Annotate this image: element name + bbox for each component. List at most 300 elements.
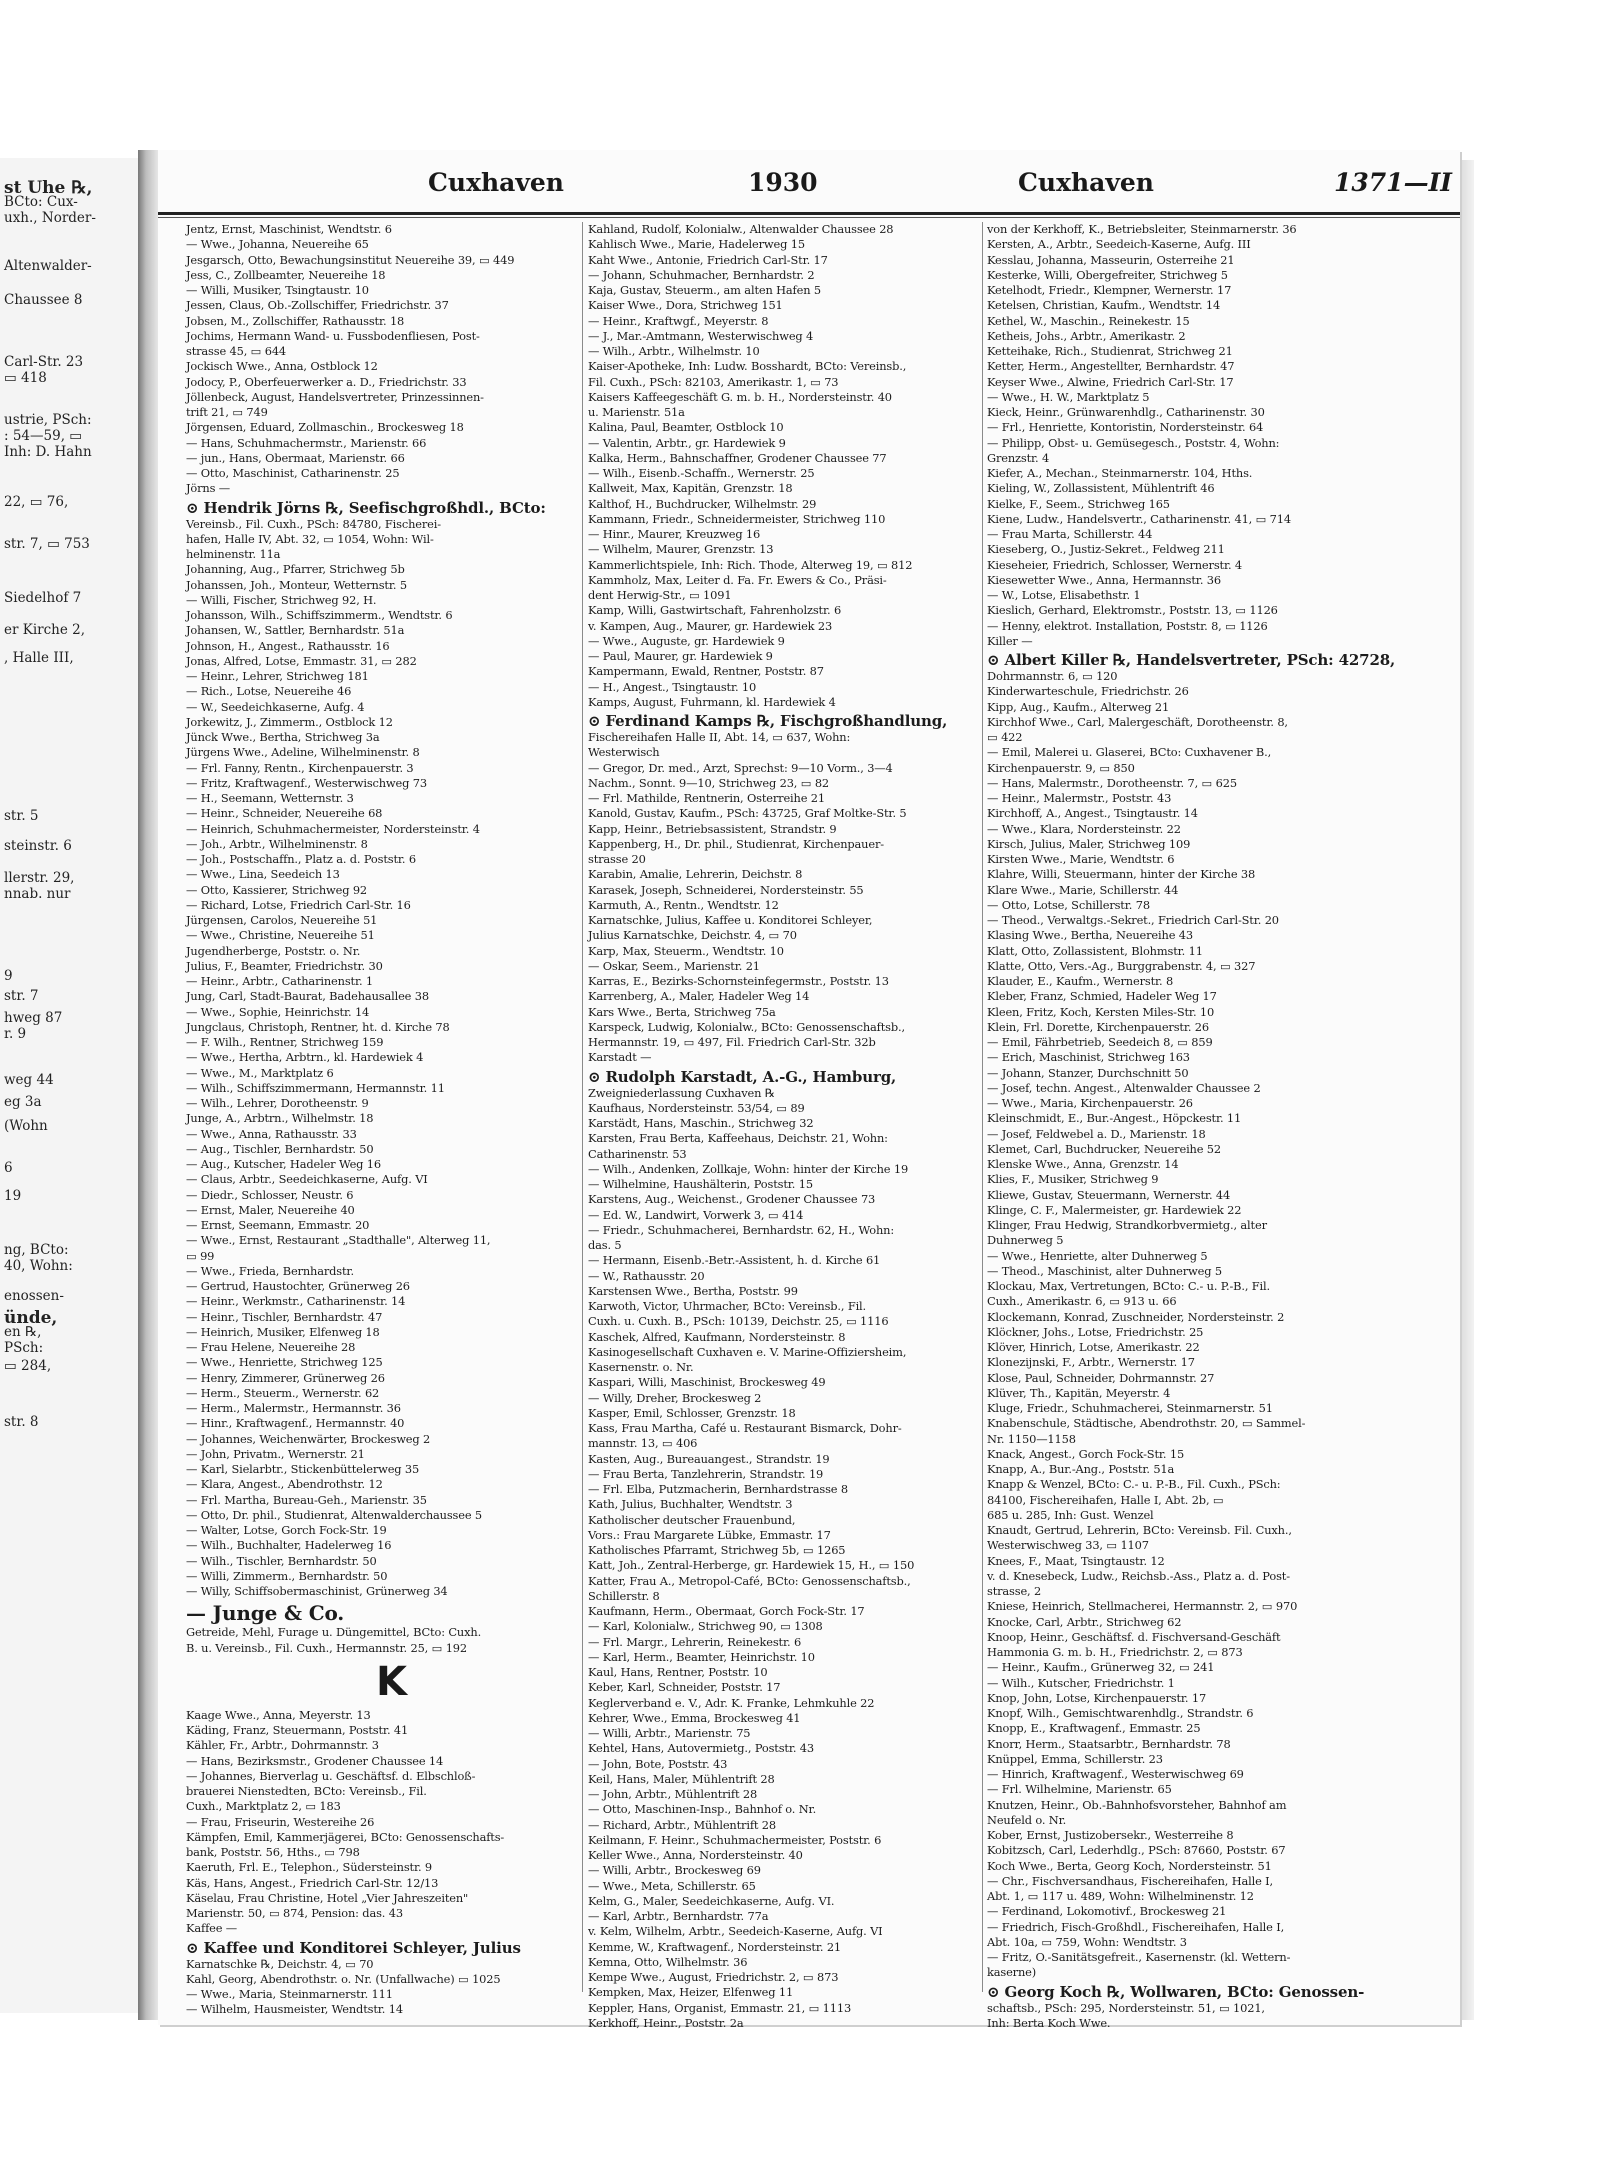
directory-entry: — Joh., Postschaffn., Platz a. d. Poststr. 6 <box>186 852 416 866</box>
directory-entry: Klüver, Th., Kapitän, Meyerstr. 4 <box>987 1385 1171 1400</box>
directory-entry: Kaschek, Alfred, Kaufmann, Nordersteinstr. 8 <box>588 1329 846 1344</box>
directory-entry: — Wwe., Auguste, gr. Hardewiek 9 <box>588 633 785 648</box>
directory-entry: Kaiser Wwe., Dora, Strichweg 151 <box>588 298 783 313</box>
directory-entry: Kaffee — <box>186 1921 238 1936</box>
directory-entry: Keglerverband e. V., Adr. K. Franke, Lehmkuhle 22 <box>588 1695 875 1710</box>
directory-entry: Kemna, Otto, Wilhelmstr. 36 <box>588 1954 748 1969</box>
directory-entry: Käding, Franz, Steuermann, Poststr. 41 <box>186 1723 409 1737</box>
directory-entry: — Wwe., Anna, Rathausstr. 33 <box>186 1126 357 1141</box>
directory-entry: Nr. 1150—1158 <box>987 1431 1076 1446</box>
directory-entry: — Wwe., Meta, Schillerstr. 65 <box>588 1878 756 1893</box>
directory-entry: — Friedrich, Fisch-Großhdl., Fischereihafen, Halle I, <box>987 1919 1285 1934</box>
directory-entry: Kalthof, H., Buchdrucker, Wilhelmstr. 29 <box>588 496 817 511</box>
directory-entry: — W., Lotse, Elisabethstr. 1 <box>987 588 1141 602</box>
directory-entry: Kirchhof Wwe., Carl, Malergeschäft, Dorotheenstr. 8, <box>987 714 1288 729</box>
directory-entry: Kaht Wwe., Antonie, Friedrich Carl-Str. 17 <box>588 252 828 267</box>
left-page-fragment <box>0 158 142 2013</box>
directory-entry: Kielke, F., Seem., Strichweg 165 <box>987 496 1170 511</box>
directory-entry: Karrenberg, A., Maler, Hadeler Weg 14 <box>588 989 810 1004</box>
directory-entry: strasse 20 <box>588 852 646 866</box>
left-page-text: 19 <box>4 1188 22 1204</box>
directory-entry: — Heinr., Malermstr., Poststr. 43 <box>987 791 1172 805</box>
directory-entry: ⊙ Albert Killer ℞, Handelsvertreter, PSch: 42728, <box>987 651 1396 669</box>
directory-entry: Kliewe, Gustav, Steuermann, Wernerstr. 44 <box>987 1187 1231 1202</box>
directory-entry: B. u. Vereinsb., Fil. Cuxh., Hermannstr. 25, ▭ 192 <box>186 1640 467 1655</box>
directory-entry: — Aug., Tischler, Bernhardstr. 50 <box>186 1141 374 1156</box>
header-city-left: Cuxhaven <box>428 168 564 197</box>
directory-entry: — Wwe., Lina, Seedeich 13 <box>186 867 340 882</box>
directory-entry: Dohrmannstr. 6, ▭ 120 <box>987 669 1118 683</box>
directory-entry: Abt. 1, ▭ 117 u. 489, Wohn: Wilhelminenstr. 12 <box>987 1889 1254 1903</box>
directory-entry: Jürgens Wwe., Adeline, Wilhelminenstr. 8 <box>186 745 420 760</box>
column-1 <box>186 222 604 2017</box>
directory-entry: — Wwe., M., Marktplatz 6 <box>186 1065 334 1080</box>
directory-entry: Kobitzsch, Carl, Lederhdlg., PSch: 87660, Poststr. 67 <box>987 1843 1286 1858</box>
directory-entry: Kaage Wwe., Anna, Meyerstr. 13 <box>186 1707 371 1722</box>
left-page-text: en ℞, <box>4 1324 42 1340</box>
directory-entry: Kass, Frau Martha, Café u. Restaurant Bismarck, Dohr- <box>588 1421 902 1435</box>
directory-entry: v. d. Knesebeck, Ludw., Reichsb.-Ass., Platz a. d. Post- <box>987 1568 1290 1583</box>
left-page-text: steinstr. 6 <box>4 838 72 854</box>
directory-entry: Cuxh. u. Cuxh. B., PSch: 10139, Deichstr. 25, ▭ 1116 <box>588 1314 889 1329</box>
directory-entry: — Herm., Steuerm., Wernerstr. 62 <box>186 1385 380 1400</box>
directory-entry: Kahland, Rudolf, Kolonialw., Altenwalder Chaussee 28 <box>588 222 894 236</box>
directory-entry: — Erich, Maschinist, Strichweg 163 <box>987 1050 1190 1065</box>
directory-entry: Fil. Cuxh., PSch: 82103, Amerikastr. 1, ▭ 73 <box>588 374 839 389</box>
directory-entry: — Wilh., Buchhalter, Hadelerweg 16 <box>186 1538 392 1553</box>
left-page-text: Chaussee 8 <box>4 292 83 308</box>
directory-entry: — Emil, Malerei u. Glaserei, BCto: Cuxhavener B., <box>987 745 1272 760</box>
directory-entry: Kamp, Willi, Gastwirtschaft, Fahrenholzstr. 6 <box>588 603 842 618</box>
directory-entry: Knaudt, Gertrud, Lehrerin, BCto: Vereinsb. Fil. Cuxh., <box>987 1523 1292 1537</box>
left-page-text: uxh., Norder- <box>4 210 96 226</box>
directory-entry: — Frau Marta, Schillerstr. 44 <box>987 527 1153 541</box>
left-page-text: PSch: <box>4 1340 44 1356</box>
directory-entry: Knapp, A., Bur.-Ang., Poststr. 51a <box>987 1462 1175 1476</box>
directory-entry: — Karl, Herm., Beamter, Heinrichstr. 10 <box>588 1649 815 1664</box>
directory-entry: Karwoth, Victor, Uhrmacher, BCto: Vereinsb., Fil. <box>588 1299 867 1313</box>
directory-entry: — Heinrich, Musiker, Elfenweg 18 <box>186 1324 380 1339</box>
directory-entry: Killer — <box>987 633 1033 648</box>
directory-entry: — Herm., Malermstr., Hermannstr. 36 <box>186 1401 401 1415</box>
left-page-text: Carl-Str. 23 <box>4 354 84 370</box>
directory-entry: ⊙ Hendrik Jörns ℞, Seefischgroßhdl., BCto: <box>186 498 546 517</box>
directory-entry: Kasten, Aug., Bureauangest., Strandstr. 19 <box>588 1451 830 1466</box>
directory-entry: Kahlisch Wwe., Marie, Hadelerweg 15 <box>588 237 805 252</box>
directory-entry: Nachm., Sonnt. 9—10, Strichweg 23, ▭ 82 <box>588 775 830 790</box>
directory-entry: — Hans, Bezirksmstr., Grodener Chaussee 14 <box>186 1753 444 1768</box>
directory-entry: — Richard, Arbtr., Mühlentrift 28 <box>588 1817 776 1832</box>
directory-entry: — H., Angest., Tsingtaustr. 10 <box>588 679 757 694</box>
left-page-text: 40, Wohn: <box>4 1258 73 1274</box>
left-page-text: (Wohn <box>4 1118 48 1134</box>
directory-entry: Karsten, Frau Berta, Kaffeehaus, Deichstr. 21, Wohn: <box>588 1131 888 1146</box>
directory-entry: Knutzen, Heinr., Ob.-Bahnhofsvorsteher, Bahnhof am <box>987 1797 1287 1812</box>
directory-entry: — Frl., Henriette, Kontoristin, Nordersteinstr. 64 <box>987 420 1264 435</box>
directory-entry: — Chr., Fischversandhaus, Fischereihafen, Halle I, <box>987 1873 1273 1888</box>
directory-entry: — Wwe., Ernst, Restaurant „Stadthalle", Alterweg 11, <box>186 1233 491 1248</box>
directory-entry: — Wwe., Christine, Neuereihe 51 <box>186 928 375 943</box>
directory-entry: Marienstr. 50, ▭ 874, Pension: das. 43 <box>186 1906 403 1920</box>
directory-entry: Klinger, Frau Hedwig, Strandkorbvermietg., alter <box>987 1218 1267 1232</box>
directory-entry: — Gregor, Dr. med., Arzt, Sprechst: 9—10 Vorm., 3—4 <box>588 760 893 775</box>
directory-entry: Klockau, Max, Vertretungen, BCto: C.- u. P.-B., Fil. <box>987 1279 1271 1293</box>
directory-entry: — Willy, Schiffsobermaschinist, Grünerweg 34 <box>186 1584 448 1598</box>
directory-entry: Knop, John, Lotse, Kirchenpauerstr. 17 <box>987 1690 1207 1705</box>
directory-entry: 84100, Fischereihafen, Halle I, Abt. 2b, ▭ <box>987 1492 1224 1507</box>
directory-entry: von der Kerkhoff, K., Betriebsleiter, Steinmarnerstr. 36 <box>987 222 1297 236</box>
directory-entry: trift 21, ▭ 749 <box>186 405 268 419</box>
directory-entry: Kaufhaus, Nordersteinstr. 53/54, ▭ 89 <box>588 1100 805 1115</box>
directory-entry: — Willi, Fischer, Strichweg 92, H. <box>186 592 377 607</box>
directory-entry: Fischereihafen Halle II, Abt. 14, ▭ 637, Wohn: <box>588 730 851 744</box>
directory-entry: Duhnerweg 5 <box>987 1233 1064 1248</box>
directory-entry: Kerkhoff, Heinr., Poststr. 2a <box>588 2015 744 2030</box>
directory-entry: Johnson, H., Angest., Rathausstr. 16 <box>186 638 390 653</box>
left-page-text: str. 7, ▭ 753 <box>4 536 90 552</box>
directory-entry: — Wwe., Johanna, Neuereihe 65 <box>186 237 369 252</box>
directory-entry: Kasper, Emil, Schlosser, Grenzstr. 18 <box>588 1405 796 1420</box>
directory-entry: Schillerstr. 8 <box>588 1588 660 1603</box>
directory-entry: — Wilh., Tischler, Bernhardstr. 50 <box>186 1553 377 1568</box>
directory-entry: — Heinrich, Schuhmachermeister, Nordersteinstr. 4 <box>186 821 480 836</box>
directory-entry: Kesslau, Johanna, Masseurin, Osterreihe 21 <box>987 252 1235 267</box>
directory-entry: Kemme, W., Kraftwagenf., Nordersteinstr. 21 <box>588 1939 842 1954</box>
directory-entry: Kehrer, Wwe., Emma, Brockesweg 41 <box>588 1710 801 1725</box>
directory-entry: Kirsten Wwe., Marie, Wendtstr. 6 <box>987 852 1175 866</box>
directory-page <box>158 150 1460 2030</box>
directory-entry: — F. Wilh., Rentner, Strichweg 159 <box>186 1035 384 1049</box>
directory-entry: — Willi, Arbtr., Marienstr. 75 <box>588 1726 751 1740</box>
left-page-text: str. 8 <box>4 1414 39 1430</box>
directory-entry: — Ferdinand, Lokomotivf., Brockesweg 21 <box>987 1904 1227 1919</box>
left-page-text: nnab. nur <box>4 886 71 902</box>
directory-entry: Johanning, Aug., Pfarrer, Strichweg 5b <box>186 562 405 577</box>
left-page-text: ünde, <box>4 1308 58 1328</box>
header-rule-thin <box>158 217 1460 218</box>
directory-entry: Jess, C., Zollbeamter, Neuereihe 18 <box>186 267 386 282</box>
directory-entry: Knopp, E., Kraftwagenf., Emmastr. 25 <box>987 1721 1201 1736</box>
directory-entry: — Hermann, Eisenb.-Betr.-Assistent, h. d. Kirche 61 <box>588 1253 881 1268</box>
directory-entry: Knocke, Carl, Arbtr., Strichweg 62 <box>987 1614 1182 1629</box>
directory-entry: Kämpfen, Emil, Kammerjägerei, BCto: Genossenschafts- <box>186 1829 505 1844</box>
directory-entry: Kehtel, Hans, Autovermietg., Poststr. 43 <box>588 1741 814 1756</box>
directory-entry: Keilmann, F. Heinr., Schuhmachermeister, Poststr. 6 <box>588 1832 882 1847</box>
directory-entry: Jodocy, P., Oberfeuerwerker a. D., Friedrichstr. 33 <box>186 374 467 389</box>
directory-entry: Kaufmann, Herm., Obermaat, Gorch Fock-Str. 17 <box>588 1604 865 1618</box>
directory-entry: Knüppel, Emma, Schillerstr. 23 <box>987 1751 1163 1766</box>
directory-entry: Knorr, Herm., Staatsarbtr., Bernhardstr. 78 <box>987 1736 1231 1751</box>
directory-entry: Julius, F., Beamter, Friedrichstr. 30 <box>186 958 383 973</box>
directory-entry: — Wilh., Andenken, Zollkaje, Wohn: hinter der Kirche 19 <box>588 1161 909 1176</box>
directory-entry: Klatt, Otto, Zollassistent, Blohmstr. 11 <box>987 943 1203 958</box>
directory-entry: Katholischer deutscher Frauenbund, <box>588 1512 796 1527</box>
directory-entry: Knoop, Heinr., Geschäftsf. d. Fischversand-Geschäft <box>987 1629 1281 1644</box>
directory-entry: — Wilh., Schiffszimmermann, Hermannstr. 11 <box>186 1080 445 1095</box>
directory-entry: — Wwe., Sophie, Heinrichstr. 14 <box>186 1004 370 1019</box>
directory-entry: ▭ 422 <box>987 730 1023 744</box>
directory-entry: Jöllenbeck, August, Handelsvertreter, Prinzessinnen- <box>186 389 484 404</box>
directory-entry: Kähler, Fr., Arbtr., Dohrmannstr. 3 <box>186 1738 379 1753</box>
directory-entry: Cuxh., Amerikastr. 6, ▭ 913 u. 66 <box>987 1294 1177 1309</box>
directory-entry: Hammonia G. m. b. H., Friedrichstr. 2, ▭ 873 <box>987 1645 1243 1659</box>
directory-entry: Ketelsen, Christian, Kaufm., Wendtstr. 14 <box>987 298 1221 313</box>
directory-entry: Katter, Frau A., Metropol-Café, BCto: Genossenschaftsb., <box>588 1573 911 1588</box>
directory-entry: Kleen, Fritz, Koch, Kersten Miles-Str. 10 <box>987 1004 1215 1019</box>
directory-entry: Jockisch Wwe., Anna, Ostblock 12 <box>186 359 378 374</box>
directory-entry: Kasernenstr. o. Nr. <box>588 1360 694 1374</box>
directory-entry: — Heinr., Kaufm., Grünerweg 32, ▭ 241 <box>987 1660 1215 1675</box>
left-page-text: : 54—59, ▭ <box>4 428 83 444</box>
directory-entry: — Henny, elektrot. Installation, Poststr. 8, ▭ 1126 <box>987 618 1268 633</box>
directory-entry: — Karl, Arbtr., Bernhardstr. 77a <box>588 1909 769 1923</box>
directory-entry: — Theod., Verwaltgs.-Sekret., Friedrich Carl-Str. 20 <box>987 913 1279 927</box>
book-gutter <box>138 150 158 2020</box>
directory-entry: — Friedr., Schuhmacherei, Bernhardstr. 62, H., Wohn: <box>588 1222 895 1237</box>
directory-entry: — Walter, Lotse, Gorch Fock-Str. 19 <box>186 1523 387 1537</box>
directory-entry: Koch Wwe., Berta, Georg Koch, Nordersteinstr. 51 <box>987 1858 1272 1873</box>
directory-entry: Klauder, E., Kaufm., Wernerstr. 8 <box>987 974 1174 988</box>
directory-entry: helminenstr. 11a <box>186 547 281 561</box>
directory-entry: Kelm, G., Maler, Seedeichkaserne, Aufg. VI. <box>588 1893 835 1908</box>
directory-entry: Kipp, Aug., Kaufm., Alterweg 21 <box>987 699 1170 714</box>
directory-entry: Keller Wwe., Anna, Nordersteinstr. 40 <box>588 1848 803 1862</box>
directory-entry: Keppler, Hans, Organist, Emmastr. 21, ▭ 1113 <box>588 2000 852 2015</box>
left-page-text: llerstr. 29, <box>4 870 75 886</box>
directory-entry: dent Herwig-Str., ▭ 1091 <box>588 588 732 602</box>
column-separator <box>982 222 983 1992</box>
directory-entry: u. Marienstr. 51a <box>588 405 685 419</box>
directory-entry: — Otto, Lotse, Schillerstr. 78 <box>987 897 1150 912</box>
directory-entry: — Wwe., Henriette, alter Duhnerweg 5 <box>987 1248 1208 1263</box>
directory-entry: Ketteihake, Rich., Studienrat, Strichweg 21 <box>987 344 1233 358</box>
directory-entry: Karabin, Amalie, Lehrerin, Deichstr. 8 <box>588 867 803 882</box>
directory-entry: Jobsen, M., Zollschiffer, Rathausstr. 18 <box>186 313 405 328</box>
directory-entry: — Frl. Margr., Lehrerin, Reinekestr. 6 <box>588 1634 802 1649</box>
directory-entry: Keil, Hans, Maler, Mühlentrift 28 <box>588 1771 775 1786</box>
directory-entry: Kaeruth, Frl. E., Telephon., Südersteinstr. 9 <box>186 1860 433 1875</box>
directory-entry: Jochims, Hermann Wand- u. Fussbodenfliesen, Post- <box>186 328 480 343</box>
directory-entry: — Willi, Musiker, Tsingtaustr. 10 <box>186 283 369 297</box>
directory-entry: Kammann, Friedr., Schneidermeister, Strichweg 110 <box>588 511 886 526</box>
directory-entry: — Ernst, Maler, Neuereihe 40 <box>186 1202 355 1217</box>
directory-entry: Vereinsb., Fil. Cuxh., PSch: 84780, Fischerei- <box>186 516 441 531</box>
directory-entry: — Wilhelm, Maurer, Grenzstr. 13 <box>588 542 774 557</box>
left-page-text: hweg 87 <box>4 1010 63 1026</box>
directory-entry: Karras, E., Bezirks-Schornsteinfegermstr., Poststr. 13 <box>588 974 889 988</box>
directory-entry: Knapp & Wenzel, BCto: C.- u. P.-B., Fil. Cuxh., PSch: <box>987 1477 1281 1492</box>
directory-entry: — Heinr., Schneider, Neuereihe 68 <box>186 806 383 821</box>
directory-entry: — Frau Helene, Neuereihe 28 <box>186 1340 356 1354</box>
directory-entry: — Gertrud, Haustochter, Grünerweg 26 <box>186 1279 410 1293</box>
directory-entry: Kampermann, Ewald, Rentner, Poststr. 87 <box>588 664 824 679</box>
directory-entry: — Ed. W., Landwirt, Vorwerk 3, ▭ 414 <box>588 1207 804 1222</box>
directory-entry: — Rich., Lotse, Neuereihe 46 <box>186 684 352 699</box>
column-separator <box>582 222 583 1992</box>
directory-entry: Neufeld o. Nr. <box>987 1812 1067 1827</box>
directory-entry: ⊙ Kaffee und Konditorei Schleyer, Julius <box>186 1938 521 1957</box>
directory-entry: Kieseberg, O., Justiz-Sekret., Feldweg 211 <box>987 542 1225 557</box>
column-2 <box>588 222 1006 2030</box>
directory-entry: Kaspari, Willi, Maschinist, Brockesweg 49 <box>588 1375 826 1390</box>
directory-entry: — Johannes, Bierverlag u. Geschäftsf. d. Elbschloß- <box>186 1768 476 1783</box>
directory-entry: Katholisches Pfarramt, Strichweg 5b, ▭ 1265 <box>588 1543 846 1557</box>
directory-entry: ⊙ Georg Koch ℞, Wollwaren, BCto: Genossen- <box>987 1982 1365 2001</box>
left-page-text: er Kirche 2, <box>4 622 86 638</box>
directory-entry: — Frau Berta, Tanzlehrerin, Strandstr. 19 <box>588 1466 824 1481</box>
left-page-text: Altenwalder- <box>4 258 92 274</box>
directory-entry: Abt. 10a, ▭ 759, Wohn: Wendtstr. 3 <box>987 1934 1187 1949</box>
directory-entry: — Richard, Lotse, Friedrich Carl-Str. 16 <box>186 897 411 912</box>
directory-entry: — Claus, Arbtr., Seedeichkaserne, Aufg. VI <box>186 1172 428 1187</box>
directory-entry: — Fritz, Kraftwagenf., Westerwischweg 73 <box>186 775 427 790</box>
directory-entry: Kamps, August, Fuhrmann, kl. Hardewiek 4 <box>588 694 836 709</box>
directory-entry: — Emil, Fährbetrieb, Seedeich 8, ▭ 859 <box>987 1035 1213 1049</box>
directory-entry: Klatte, Otto, Vers.-Ag., Burggrabenstr. 4, ▭ 327 <box>987 958 1256 973</box>
left-page-text: Siedelhof 7 <box>4 590 82 606</box>
directory-entry: — Wwe., Maria, Steinmarnerstr. 111 <box>186 1987 393 2001</box>
directory-entry: Klöckner, Johs., Lotse, Friedrichstr. 25 <box>987 1324 1204 1339</box>
directory-entry: Hermannstr. 19, ▭ 497, Fil. Friedrich Carl-Str. 32b <box>588 1035 876 1049</box>
directory-entry: Klasing Wwe., Bertha, Neuereihe 43 <box>987 928 1193 943</box>
directory-entry: — Hans, Malermstr., Dorotheenstr. 7, ▭ 625 <box>987 775 1237 790</box>
directory-entry: Kalina, Paul, Beamter, Ostblock 10 <box>588 420 784 435</box>
directory-entry: — Otto, Maschinen-Insp., Bahnhof o. Nr. <box>588 1802 817 1817</box>
directory-entry: Knabenschule, Städtische, Abendrothstr. 20, ▭ Sammel- <box>987 1416 1306 1431</box>
directory-entry: Kirchenpauerstr. 9, ▭ 850 <box>987 760 1135 775</box>
directory-entry: — Wwe., Hertha, Arbtrn., kl. Hardewiek 4 <box>186 1050 424 1065</box>
directory-entry: Kaja, Gustav, Steuerm., am alten Hafen 5 <box>588 283 821 297</box>
directory-entry: Klonezijnski, F., Arbtr., Wernerstr. 17 <box>987 1355 1195 1370</box>
directory-entry: Kempken, Max, Heizer, Elfenweg 11 <box>588 1985 794 2000</box>
directory-entry: Kober, Ernst, Justizobersekr., Westerreihe 8 <box>987 1828 1234 1842</box>
directory-entry: mannstr. 13, ▭ 406 <box>588 1436 698 1451</box>
directory-entry: Kinderwarteschule, Friedrichstr. 26 <box>987 684 1189 699</box>
directory-entry: — Aug., Kutscher, Hadeler Weg 16 <box>186 1157 381 1171</box>
directory-entry: Johansen, W., Sattler, Bernhardstr. 51a <box>186 623 405 638</box>
directory-entry: Vors.: Frau Margarete Lübke, Emmastr. 17 <box>588 1527 831 1542</box>
header-page-number: 1371—II <box>1334 168 1452 197</box>
directory-entry: Kalka, Herm., Bahnschaffner, Grodener Chaussee 77 <box>588 450 887 465</box>
directory-entry: Jentz, Ernst, Maschinist, Wendtstr. 6 <box>186 222 392 236</box>
directory-entry: Klöver, Hinrich, Lotse, Amerikastr. 22 <box>987 1340 1200 1354</box>
directory-entry: Klein, Frl. Dorette, Kirchenpauerstr. 26 <box>987 1019 1210 1034</box>
directory-entry: — Johann, Schuhmacher, Bernhardstr. 2 <box>588 267 815 282</box>
left-page-text: ▭ 418 <box>4 370 47 386</box>
directory-entry: — Wilh., Eisenb.-Schaffn., Wernerstr. 25 <box>588 466 815 480</box>
directory-entry: Kars Wwe., Berta, Strichweg 75a <box>588 1004 776 1019</box>
left-page-text: 9 <box>4 968 13 984</box>
directory-entry: Getreide, Mehl, Furage u. Düngemittel, BCto: Cuxh. <box>186 1625 482 1640</box>
directory-entry: Kieseheier, Friedrich, Schlosser, Wernerstr. 4 <box>987 557 1243 572</box>
directory-entry: — H., Seemann, Wetternstr. 3 <box>186 791 354 805</box>
directory-entry: — Frl. Elba, Putzmacherin, Bernhardstrasse 8 <box>588 1482 848 1496</box>
directory-entry: Klockemann, Konrad, Zuschneider, Nordersteinstr. 2 <box>987 1309 1285 1324</box>
directory-entry: — John, Bote, Poststr. 43 <box>588 1756 728 1771</box>
left-page-text: ▭ 284, <box>4 1358 52 1374</box>
left-page-text: r. 9 <box>4 1026 27 1042</box>
directory-entry: Kaiser-Apotheke, Inh: Ludw. Bosshardt, BCto: Vereinsb., <box>588 359 907 374</box>
directory-entry: Karstens, Aug., Weichenst., Grodener Chaussee 73 <box>588 1192 876 1207</box>
directory-entry: v. Kampen, Aug., Maurer, gr. Hardewiek 23 <box>588 618 833 633</box>
directory-entry: Klare Wwe., Marie, Schillerstr. 44 <box>987 882 1179 897</box>
directory-entry: — Valentin, Arbtr., gr. Hardewiek 9 <box>588 435 786 450</box>
directory-entry: Karnatschke, Julius, Kaffee u. Konditorei Schleyer, <box>588 913 873 927</box>
directory-entry: — Frl. Wilhelmine, Marienstr. 65 <box>987 1782 1172 1797</box>
directory-entry: — Frl. Mathilde, Rentnerin, Osterreihe 21 <box>588 791 825 805</box>
directory-entry: — Otto, Kassierer, Strichweg 92 <box>186 882 368 897</box>
directory-entry: Kempe Wwe., August, Friedrichstr. 2, ▭ 873 <box>588 1970 839 1984</box>
directory-entry: Kahl, Georg, Abendrothstr. o. Nr. (Unfallwache) ▭ 1025 <box>186 1971 501 1986</box>
directory-entry: Zweigniederlassung Cuxhaven ℞ <box>588 1085 775 1100</box>
directory-entry: — Otto, Dr. phil., Studienrat, Altenwalderchaussee 5 <box>186 1507 482 1522</box>
directory-entry: Keber, Karl, Schneider, Poststr. 17 <box>588 1680 781 1695</box>
directory-entry: — Johannes, Weichenwärter, Brockesweg 2 <box>186 1431 431 1446</box>
directory-entry: Klenske Wwe., Anna, Grenzstr. 14 <box>987 1157 1179 1171</box>
left-page-text: eg 3a <box>4 1094 42 1110</box>
directory-entry: Kappenberg, H., Dr. phil., Studienrat, Kirchenpauer- <box>588 836 884 851</box>
directory-entry: schaftsb., PSch: 295, Nordersteinstr. 51, ▭ 1021, <box>987 2000 1265 2015</box>
directory-entry: — Hinrich, Kraftwagenf., Westerwischweg 69 <box>987 1767 1244 1781</box>
directory-entry: Kleber, Franz, Schmied, Hadeler Weg 17 <box>987 989 1217 1004</box>
directory-entry: — Junge & Co. <box>186 1601 345 1626</box>
column-3 <box>987 222 1405 2030</box>
directory-entry: Jörgensen, Eduard, Zollmaschin., Brockesweg 18 <box>186 420 464 435</box>
directory-entry: Klose, Paul, Schneider, Dohrmannstr. 27 <box>987 1370 1215 1385</box>
directory-entry: — Karl, Sielarbtr., Stickenbüttelerweg 35 <box>186 1462 420 1476</box>
header-year: 1930 <box>748 168 818 197</box>
directory-entry: Catharinenstr. 53 <box>588 1146 687 1161</box>
directory-entry: — W., Seedeichkaserne, Aufg. 4 <box>186 699 365 714</box>
directory-entry: Karstädt, Hans, Maschin., Strichweg 32 <box>588 1116 814 1130</box>
directory-entry: — Frau, Friseurin, Westereihe 26 <box>186 1814 375 1829</box>
directory-entry: Käs, Hans, Angest., Friedrich Carl-Str. 12/13 <box>186 1875 439 1890</box>
directory-entry: Westerwisch <box>588 745 660 760</box>
directory-entry: — John, Privatm., Wernerstr. 21 <box>186 1446 365 1461</box>
left-page-text: BCto: Cux- <box>4 194 78 210</box>
directory-entry: Ketheis, Johs., Arbtr., Amerikastr. 2 <box>987 328 1186 343</box>
directory-entry: hafen, Halle IV, Abt. 32, ▭ 1054, Wohn: Wil- <box>186 531 434 546</box>
directory-entry: Kasinogesellschaft Cuxhaven e. V. Marine-Offiziersheim, <box>588 1344 907 1359</box>
directory-entry: — Paul, Maurer, gr. Hardewiek 9 <box>588 649 773 663</box>
directory-entry: — Heinr., Tischler, Bernhardstr. 47 <box>186 1309 383 1324</box>
directory-entry: — Wwe., Klara, Nordersteinstr. 22 <box>987 821 1181 836</box>
directory-entry: Kiefer, A., Mechan., Steinmarnerstr. 104, Hths. <box>987 466 1253 480</box>
directory-entry: Klahre, Willi, Steuermann, hinter der Kirche 38 <box>987 867 1256 882</box>
directory-entry: — W., Rathausstr. 20 <box>588 1268 705 1283</box>
directory-entry: — Josef, techn. Angest., Altenwalder Chaussee 2 <box>987 1080 1261 1095</box>
directory-entry: Kiesewetter Wwe., Anna, Hermannstr. 36 <box>987 572 1221 587</box>
directory-entry: strasse 45, ▭ 644 <box>186 344 287 358</box>
directory-entry: Karspeck, Ludwig, Kolonialw., BCto: Genossenschaftsb., <box>588 1019 905 1034</box>
directory-entry: brauerei Nienstedten, BCto: Vereinsb., Fil. <box>186 1784 427 1798</box>
directory-entry: Käselau, Frau Christine, Hotel „Vier Jahreszeiten" <box>186 1890 469 1905</box>
directory-entry: ▭ 99 <box>186 1248 215 1263</box>
directory-entry: Klinge, C. F., Malermeister, gr. Hardewiek 22 <box>987 1202 1242 1217</box>
directory-entry: — John, Arbtr., Mühlentrift 28 <box>588 1787 758 1801</box>
header-rule <box>158 212 1460 215</box>
directory-entry: — Wilhelmine, Haushälterin, Poststr. 15 <box>588 1177 813 1191</box>
directory-entry: Jung, Carl, Stadt-Baurat, Badehausallee 38 <box>186 989 429 1004</box>
directory-entry: Kesterke, Willi, Obergefreiter, Strichweg 5 <box>987 267 1228 282</box>
directory-entry: strasse, 2 <box>987 1584 1042 1598</box>
directory-entry: Ketter, Herm., Angestellter, Bernhardstr. 47 <box>987 359 1235 374</box>
directory-entry: Kammholz, Max, Leiter d. Fa. Fr. Ewers & Co., Präsi- <box>588 572 887 587</box>
directory-entry: Jesgarsch, Otto, Bewachungsinstitut Neuereihe 39, ▭ 449 <box>186 252 515 267</box>
header-city-right: Cuxhaven <box>1018 168 1154 197</box>
directory-entry: — Joh., Arbtr., Wilhelminenstr. 8 <box>186 836 368 851</box>
directory-entry: Kallweit, Max, Kapitän, Grenzstr. 18 <box>588 481 793 496</box>
